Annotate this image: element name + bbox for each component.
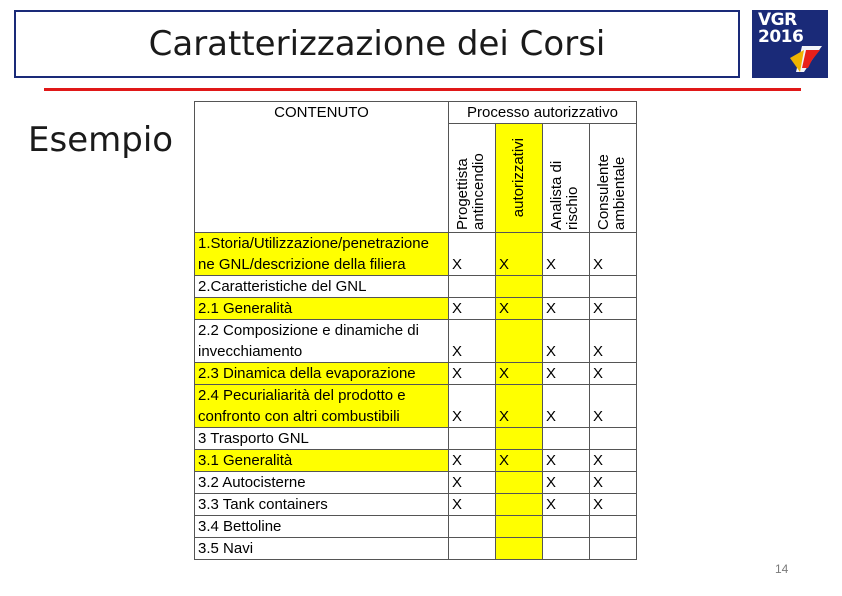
row-mark-col1: X <box>449 298 496 320</box>
row-mark-col4 <box>590 516 637 538</box>
row-mark-col4: X <box>590 385 637 428</box>
row-label: 3.3 Tank containers <box>195 494 449 516</box>
row-mark-col3: X <box>543 385 590 428</box>
row-mark-col4: X <box>590 298 637 320</box>
row-mark-col1 <box>449 538 496 560</box>
row-mark-col1: X <box>449 450 496 472</box>
row-mark-col4: X <box>590 320 637 363</box>
table-row <box>195 472 637 494</box>
table-row <box>195 450 637 472</box>
row-mark-col2: X <box>496 385 543 428</box>
table-row <box>195 538 637 560</box>
title-bar <box>14 10 740 78</box>
row-mark-col2: X <box>496 298 543 320</box>
row-mark-col1: X <box>449 494 496 516</box>
row-mark-col3: X <box>543 472 590 494</box>
row-mark-col4: X <box>590 233 637 276</box>
table-row <box>195 233 637 276</box>
row-mark-col2 <box>496 320 543 363</box>
row-mark-col3 <box>543 276 590 298</box>
row-label: 3.4 Bettoline <box>195 516 449 538</box>
header-col1: Progettista antincendio <box>449 124 496 233</box>
row-mark-col2 <box>496 276 543 298</box>
row-mark-col3: X <box>543 450 590 472</box>
row-mark-col1: X <box>449 233 496 276</box>
row-mark-col4: X <box>590 450 637 472</box>
row-mark-col3 <box>543 516 590 538</box>
header-process: Processo autorizzativo <box>449 102 637 124</box>
table-row <box>195 385 637 428</box>
table-row <box>195 516 637 538</box>
row-mark-col4: X <box>590 494 637 516</box>
header-col3: Analista di rischio <box>543 124 590 233</box>
header-col4: Consulente ambientale <box>590 124 637 233</box>
row-mark-col4: X <box>590 472 637 494</box>
row-label: 2.1 Generalità <box>195 298 449 320</box>
table-row <box>195 428 637 450</box>
page-number: 14 <box>775 562 789 576</box>
row-mark-col2: X <box>496 450 543 472</box>
table-row <box>195 320 637 363</box>
logo-line-2: 2016 <box>758 27 804 47</box>
logo-arrow-icon <box>752 10 828 78</box>
row-label: 2.2 Composizione e dinamiche di invecchiamento <box>195 320 449 363</box>
row-label: 2.3 Dinamica della evaporazione <box>195 363 449 385</box>
row-mark-col2: X <box>496 363 543 385</box>
row-mark-col3 <box>543 538 590 560</box>
row-mark-col1 <box>449 428 496 450</box>
row-mark-col2 <box>496 494 543 516</box>
row-mark-col3: X <box>543 320 590 363</box>
table-row <box>195 298 637 320</box>
row-mark-col1 <box>449 276 496 298</box>
row-mark-col1: X <box>449 320 496 363</box>
row-mark-col4 <box>590 428 637 450</box>
row-mark-col4: X <box>590 363 637 385</box>
row-label: 2.4 Pecurialiarità del prodotto e confronto con altri combustibili <box>195 385 449 428</box>
row-mark-col1: X <box>449 385 496 428</box>
row-mark-col3: X <box>543 494 590 516</box>
row-label: 2.Caratteristiche del GNL <box>195 276 449 298</box>
row-label: 3 Trasporto GNL <box>195 428 449 450</box>
row-mark-col3: X <box>543 298 590 320</box>
course-table <box>194 101 637 560</box>
table-row <box>195 494 637 516</box>
row-mark-col2 <box>496 472 543 494</box>
slide-title: Caratterizzazione dei Corsi <box>148 24 606 64</box>
row-mark-col2 <box>496 538 543 560</box>
title-underline <box>44 88 801 91</box>
row-mark-col1 <box>449 516 496 538</box>
row-mark-col4 <box>590 538 637 560</box>
table-row <box>195 363 637 385</box>
header-col2: autorizzativi <box>496 124 543 233</box>
row-label: 1.Storia/Utilizzazione/penetrazione ne GNL/descrizione della filiera <box>195 233 449 276</box>
row-mark-col1: X <box>449 472 496 494</box>
table-row <box>195 276 637 298</box>
vgr-logo <box>752 10 828 78</box>
logo-line-1: VGR <box>758 10 797 30</box>
row-mark-col2 <box>496 428 543 450</box>
row-label: 3.5 Navi <box>195 538 449 560</box>
row-mark-col1: X <box>449 363 496 385</box>
slide-subtitle: Esempio <box>28 120 174 160</box>
table-header-row <box>195 102 637 124</box>
row-mark-col2 <box>496 516 543 538</box>
row-mark-col2: X <box>496 233 543 276</box>
row-mark-col3: X <box>543 233 590 276</box>
row-mark-col4 <box>590 276 637 298</box>
row-mark-col3: X <box>543 363 590 385</box>
row-label: 3.2 Autocisterne <box>195 472 449 494</box>
header-content: CONTENUTO <box>195 102 449 233</box>
row-label: 3.1 Generalità <box>195 450 449 472</box>
row-mark-col3 <box>543 428 590 450</box>
